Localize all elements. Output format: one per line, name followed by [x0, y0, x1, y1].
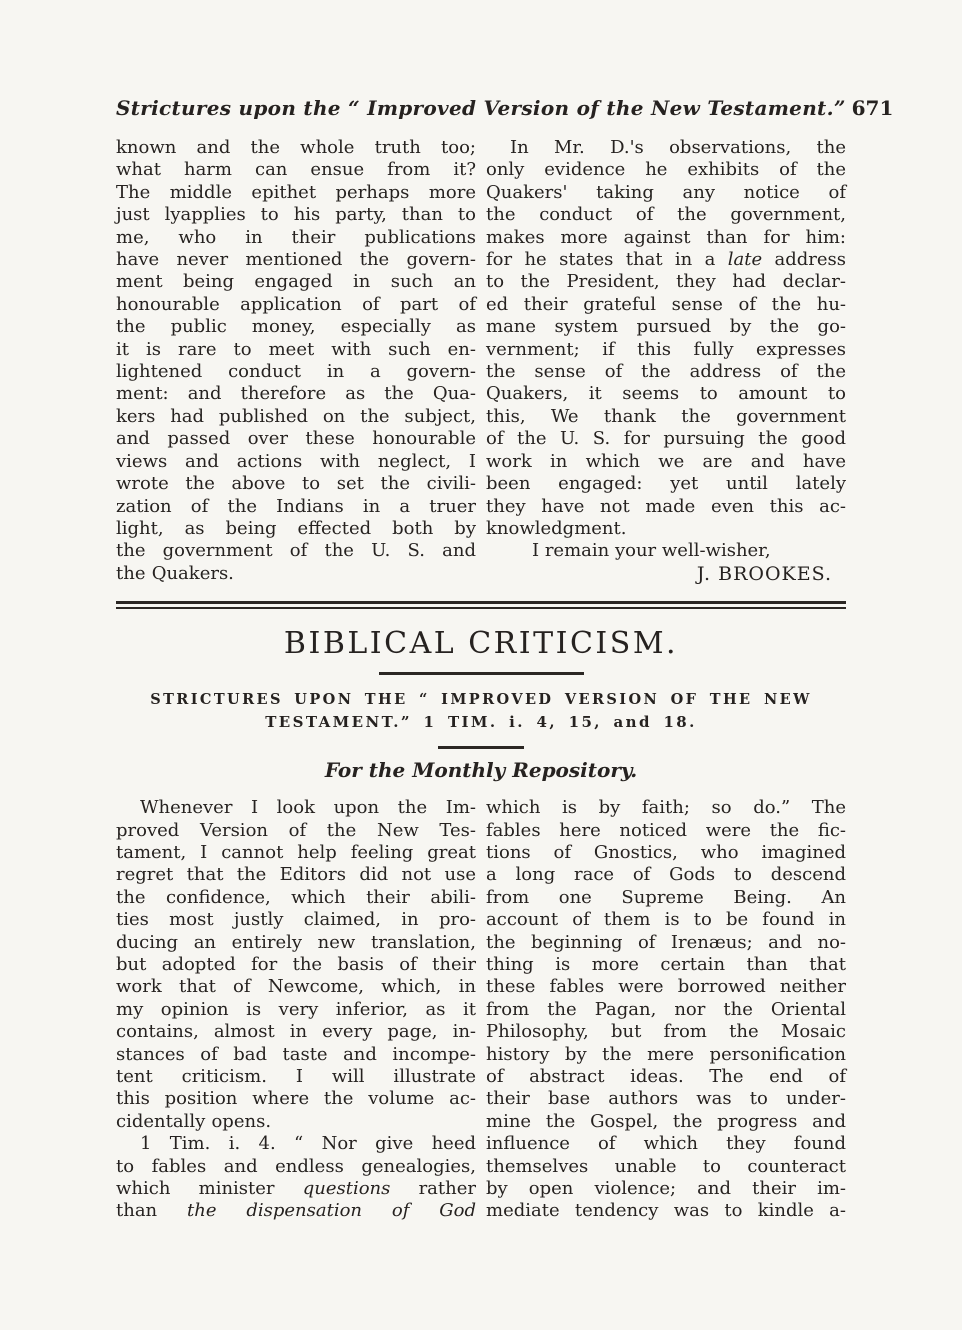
article-subtitle-line2: TESTAMENT.” 1 TIM. i. 4, 15, and 18. [265, 713, 697, 732]
text-line: only evidence he exhibits of the [486, 159, 846, 181]
text-line: by open violence; and their im- [486, 1178, 846, 1200]
text-line: mediate tendency was to kindle a- [486, 1200, 846, 1222]
text-line: it is rare to meet with such en- [116, 338, 476, 360]
text-line: have never mentioned the govern- [116, 249, 476, 271]
text-line: contains, almost in every page, in- [116, 1021, 476, 1043]
text-line: to the President, they had declar- [486, 271, 846, 293]
paragraph [116, 137, 476, 585]
text-line: for he states that in a late address [486, 249, 846, 271]
scanned-page [116, 0, 894, 1223]
text-line: a long race of Gods to descend [486, 864, 846, 886]
text-line: the conduct of the government, [486, 204, 846, 226]
paragraph [486, 797, 846, 1223]
text-line: themselves unable to counteract [486, 1155, 846, 1177]
article-subtitle-line1: STRICTURES UPON THE “ IMPROVED VERSION OF THE NEW [150, 691, 812, 709]
text-line: honourable application of part of [116, 293, 476, 315]
text-line: The middle epithet perhaps more [116, 181, 476, 203]
section-title: BIBLICAL CRITICISM. [283, 626, 679, 662]
text-line: light, as being effected both by [116, 517, 476, 539]
text-line: makes more against than for him: [486, 226, 846, 248]
text-line: they have not made even this ac- [486, 495, 846, 517]
text-line: me, who in their publications [116, 226, 476, 248]
text-line: what harm can ensue from it? [116, 159, 476, 181]
text-line: the public money, especially as [116, 316, 476, 338]
text-line: the Quakers. [116, 562, 234, 584]
article2-columns [116, 797, 846, 1223]
paragraph [486, 137, 846, 540]
text-line: proved Version of the New Tes- [116, 819, 476, 841]
text-line: my opinion is very inferior, as it [116, 998, 476, 1020]
article1-right-paragraphs [486, 137, 846, 540]
text-line: known and the whole truth too; [116, 137, 476, 158]
text-line: ment being engaged in such an [116, 271, 476, 293]
text-line: work that of Newcome, which, in [116, 976, 476, 998]
text-line: history by the mere personification [486, 1043, 846, 1065]
text-line: the beginning of Irenæus; and no- [486, 931, 846, 953]
text-line: thing is more certain than that [486, 953, 846, 975]
section-divider-rule [116, 601, 846, 609]
article2-right-column [486, 797, 846, 1223]
text-line: ducing an entirely new translation, [116, 931, 476, 953]
text-line: of abstract ideas. The end of [486, 1066, 846, 1087]
text-line: this position where the volume ac- [116, 1088, 476, 1110]
text-line: ed their grateful sense of the hu- [486, 293, 846, 315]
text-line: of the U. S. for pursuing the good [486, 428, 846, 450]
text-line: stances of bad taste and incompe- [116, 1043, 476, 1065]
letter-signature: J. BROOKES. [696, 562, 832, 585]
text-line: views and actions with neglect, I [116, 450, 476, 472]
text-line: Philosophy, but from the Mosaic [486, 1021, 846, 1043]
text-line: the sense of the address of the [486, 361, 846, 383]
text-line: account of them is to be found in [486, 909, 846, 931]
text-line: Quakers, it seems to amount to [486, 383, 846, 405]
text-line: from one Supreme Being. An [486, 886, 846, 908]
text-line: this, We thank the government [486, 405, 846, 427]
text-line: been engaged: yet until lately [486, 473, 846, 495]
article2-left-column [116, 797, 476, 1223]
text-line: ment: and therefore as the Qua- [116, 383, 476, 405]
text-line: the confidence, which their abili- [116, 886, 476, 908]
text-line: than the dispensation of God [116, 1200, 476, 1222]
text-line: mine the Gospel, the progress and [486, 1110, 846, 1132]
text-line: influence of which they found [486, 1133, 846, 1155]
text-line: Whenever I look upon the Im- [140, 797, 476, 819]
article-subtitle [116, 688, 846, 734]
dateline: For the Monthly Repository. [324, 758, 638, 783]
text-line: lightened conduct in a govern- [116, 361, 476, 383]
text-line: tent criticism. I will illustrate [116, 1066, 476, 1087]
text-line: kers had published on the subject, [116, 405, 476, 427]
text-line: Quakers' taking any notice of [486, 181, 846, 203]
article1-left-column [116, 137, 476, 585]
article1-right-column [486, 137, 846, 585]
text-line: fables here noticed were the fic- [486, 819, 846, 841]
text-line: which is by faith; so do.” The [486, 797, 846, 819]
text-line: and passed over these honourable [116, 428, 476, 450]
text-line: which minister questions rather [116, 1178, 476, 1200]
text-line: wrote the above to set the civili- [116, 473, 476, 495]
text-line: but adopted for the basis of their [116, 953, 476, 975]
text-line: tament, I cannot help feeling great [116, 841, 476, 863]
article1-columns [116, 137, 846, 585]
text-line: their base authors was to under- [486, 1088, 846, 1110]
text-line: tions of Gnostics, who imagined [486, 841, 846, 863]
paragraph [116, 1133, 476, 1223]
text-line: work in which we are and have [486, 450, 846, 472]
paragraph [116, 797, 476, 1133]
text-line: vernment; if this fully expresses [486, 338, 846, 360]
text-line: cidentally opens. [116, 1110, 272, 1132]
page-number: 671 [851, 96, 894, 120]
text-line: knowledgment. [486, 517, 627, 539]
text-line: 1 Tim. i. 4. “ Nor give heed [140, 1133, 476, 1155]
text-line: regret that the Editors did not use [116, 864, 476, 886]
text-line: just lyapplies to his party, than to [116, 204, 476, 226]
subtitle-rule [438, 746, 524, 749]
text-line: these fables were borrowed neither [486, 976, 846, 998]
text-line: to fables and endless genealogies, [116, 1155, 476, 1177]
text-line: mane system pursued by the go- [486, 316, 846, 338]
text-line: In Mr. D.'s observations, the [510, 137, 846, 158]
letter-closing: I remain your well-wisher, [532, 540, 771, 562]
title-rule [379, 672, 584, 675]
text-line: zation of the Indians in a truer [116, 495, 476, 517]
running-head-title: Strictures upon the “ Improved Version of the New Testament.” [116, 96, 846, 120]
text-line: the government of the U. S. and [116, 540, 476, 562]
text-line: from the Pagan, nor the Oriental [486, 998, 846, 1020]
running-head [116, 96, 894, 120]
text-line: ties most justly claimed, in pro- [116, 909, 476, 931]
